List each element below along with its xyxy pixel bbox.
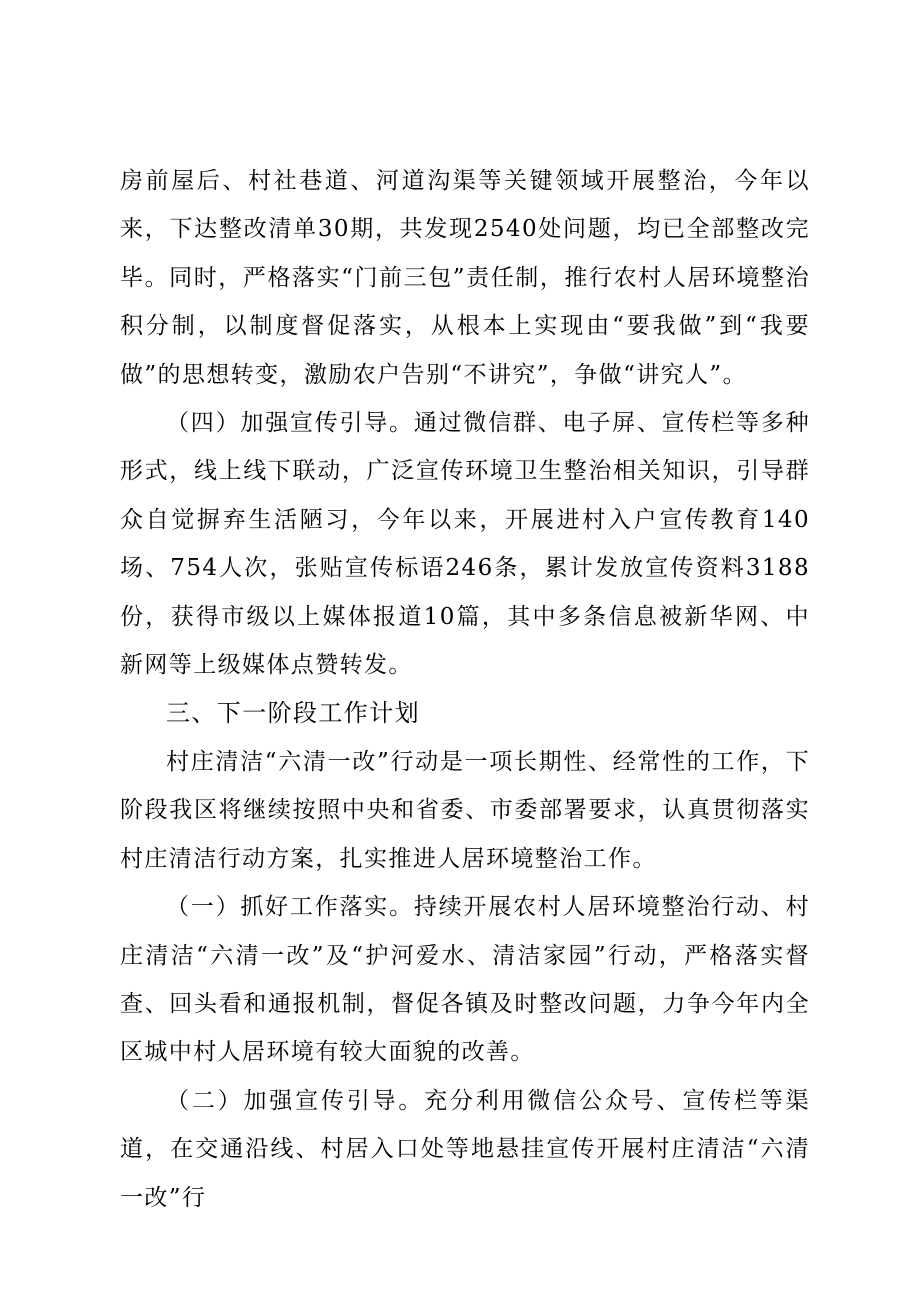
document-body xyxy=(120,157,810,1222)
paragraph-work-implementation: （一）抓好工作落实。持续开展农村人居环境整治行动、村庄清洁“六清一改”及“护河爱水、清洁家园”行动，严格落实督查、回头看和通报机制，督促各镇及时整改问题，力争今年内全区城中村人居环境有较大面貌的改善。 xyxy=(120,894,810,1066)
paragraph-strengthen-publicity: （二）加强宣传引导。充分利用微信公众号、宣传栏等渠道，在交通沿线、村居入口处等地悬挂宣传开展村庄清洁“六清一改”行 xyxy=(120,1087,810,1211)
paragraph-continued: 房前屋后、村社巷道、河道沟渠等关键领域开展整治，今年以来，下达整改清单30期，共发现2540处问题，均已全部整改完毕。同时，严格落实“门前三包”责任制，推行农村人居环境整治积分制，以制度督促落实，从根本上实现由“要我做”到“我要做”的思想转变，激励农户告别“不讲究”，争做“讲究人”。 xyxy=(120,168,810,388)
paragraph-next-phase-intro: 村庄清洁“六清一改”行动是一项长期性、经常性的工作，下阶段我区将继续按照中央和省委、市委部署要求，认真贯彻落实村庄清洁行动方案，扎实推进人居环境整治工作。 xyxy=(120,748,810,872)
paragraph-publicity-guidance: （四）加强宣传引导。通过微信群、电子屏、宣传栏等多种形式，线上线下联动，广泛宣传环境卫生整治相关知识，引导群众自觉摒弃生活陋习，今年以来，开展进村入户宣传教育140场、754人次，张贴宣传标语246条，累计发放宣传资料3188份，获得市级以上媒体报道10篇，其中多条信息被新华网、中新网等上级媒体点赞转发。 xyxy=(120,410,810,679)
section-heading-next-phase-plan: 三、下一阶段工作计划 xyxy=(166,699,420,728)
